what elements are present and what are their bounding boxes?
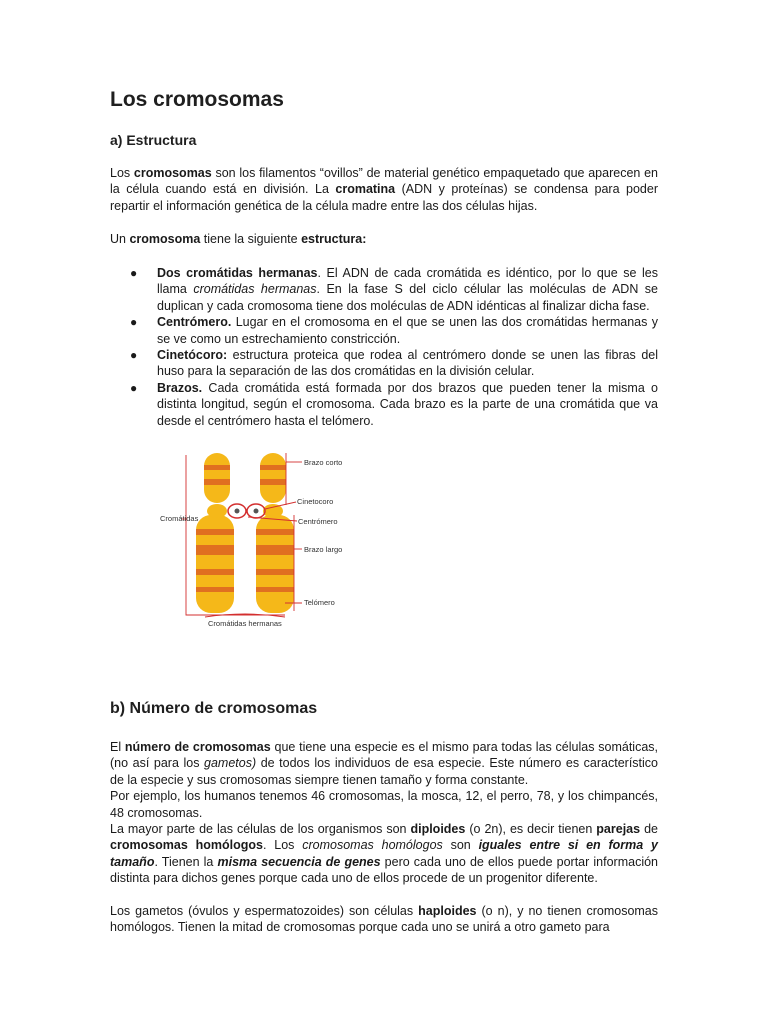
page-title: Los cromosomas xyxy=(110,88,284,111)
list-item: ● Dos cromátidas hermanas. El ADN de cada cromátida es idéntico, por lo que se les llama cromátidas hermanas. En la fase S del ciclo célular las moléculas de ADN se duplican y cada cromosoma tiene dos moléculas de ADN idénticas al finalizar dicha fase. xyxy=(130,266,659,313)
centromere-icon xyxy=(207,504,283,518)
paragraph-structure-intro: Un cromosoma tiene la siguiente estructura: xyxy=(110,232,367,246)
paragraph-definition: Los cromosomas son los filamentos “ovillos” de material genético empaquetado que aparecen en la célula cuando está en división. La cromatina (ADN y proteínas) se condensa para poder repartir el información genética de la célula madre entre las dos células hijas. xyxy=(110,166,658,213)
right-chromatid-icon xyxy=(256,453,294,613)
label-brazo-largo: Brazo largo xyxy=(304,545,343,554)
chromosome-diagram xyxy=(160,445,345,630)
label-telomero: Telómero xyxy=(304,598,335,607)
bullet-icon: ● xyxy=(130,348,138,363)
paragraph-gametes: Los gametos (óvulos y espermatozoides) son células haploides (o n), y no tienen cromosomas homólogos. Tienen la mitad de cromosomas porque cada uno se unirá a otro gameto para xyxy=(110,904,659,935)
bullet-icon: ● xyxy=(130,266,138,280)
label-cromatidas-hermanas: Cromátidas hermanas xyxy=(208,619,282,628)
section-heading-numero: b) Número de cromosomas xyxy=(110,700,318,717)
label-centromero: Centrómero xyxy=(298,517,338,526)
paragraph-chromosome-number: El número de cromosomas que tiene una especie es el mismo para todas las células somáticas, (no así para los gametos) de todos los individuos de esa especie. Este número es característico de la especie y sus cromosomas siempre tienen tamaño y forma constante. Por ejemplo, los humanos tenemos 46 cromosomas, la mosca, 12, el perro, 78, y los chimpancés, 48 cromosomas. La mayor parte de las células de los organismos son diploides (o 2n), es decir tienen parejas de cromosomas homólogos. Los cromosomas homólogos son iguales entre si en forma y tamaño. Tienen la misma secuencia de genes pero cada uno de ellos puede portar información distinta para dichos genes porque cada uno de ellos procede de un progenitor diferente. xyxy=(110,740,659,886)
bullet-icon: ● xyxy=(130,315,138,330)
label-cromatidas: Cromátidas xyxy=(160,514,199,523)
label-brazo-corto: Brazo corto xyxy=(304,458,343,467)
left-chromatid-icon xyxy=(196,453,234,613)
list-item: ● Cinetócoro: estructura proteica que rodea al centrómero donde se unen las fibras del huso para la separación de las dos cromátidas en la división celular. xyxy=(130,348,658,379)
list-item: ● Brazos. Cada cromátida está formada por dos brazos que pueden tener la misma o distinta longitud, según el cromosoma. Cada brazo es la parte de una cromátida que va desde el centrómero hasta el telómero. xyxy=(130,380,658,428)
section-heading-estructura: a) Estructura xyxy=(110,132,197,148)
bullet-icon: ● xyxy=(130,380,138,395)
label-cinetocoro: Cinetocoro xyxy=(297,497,334,506)
structure-bullet-list xyxy=(110,265,658,429)
list-item: ● Centrómero. Lugar en el cromosoma en el que se unen las dos cromátidas hermanas y se ve como un estrechamiento constricción. xyxy=(130,315,658,346)
